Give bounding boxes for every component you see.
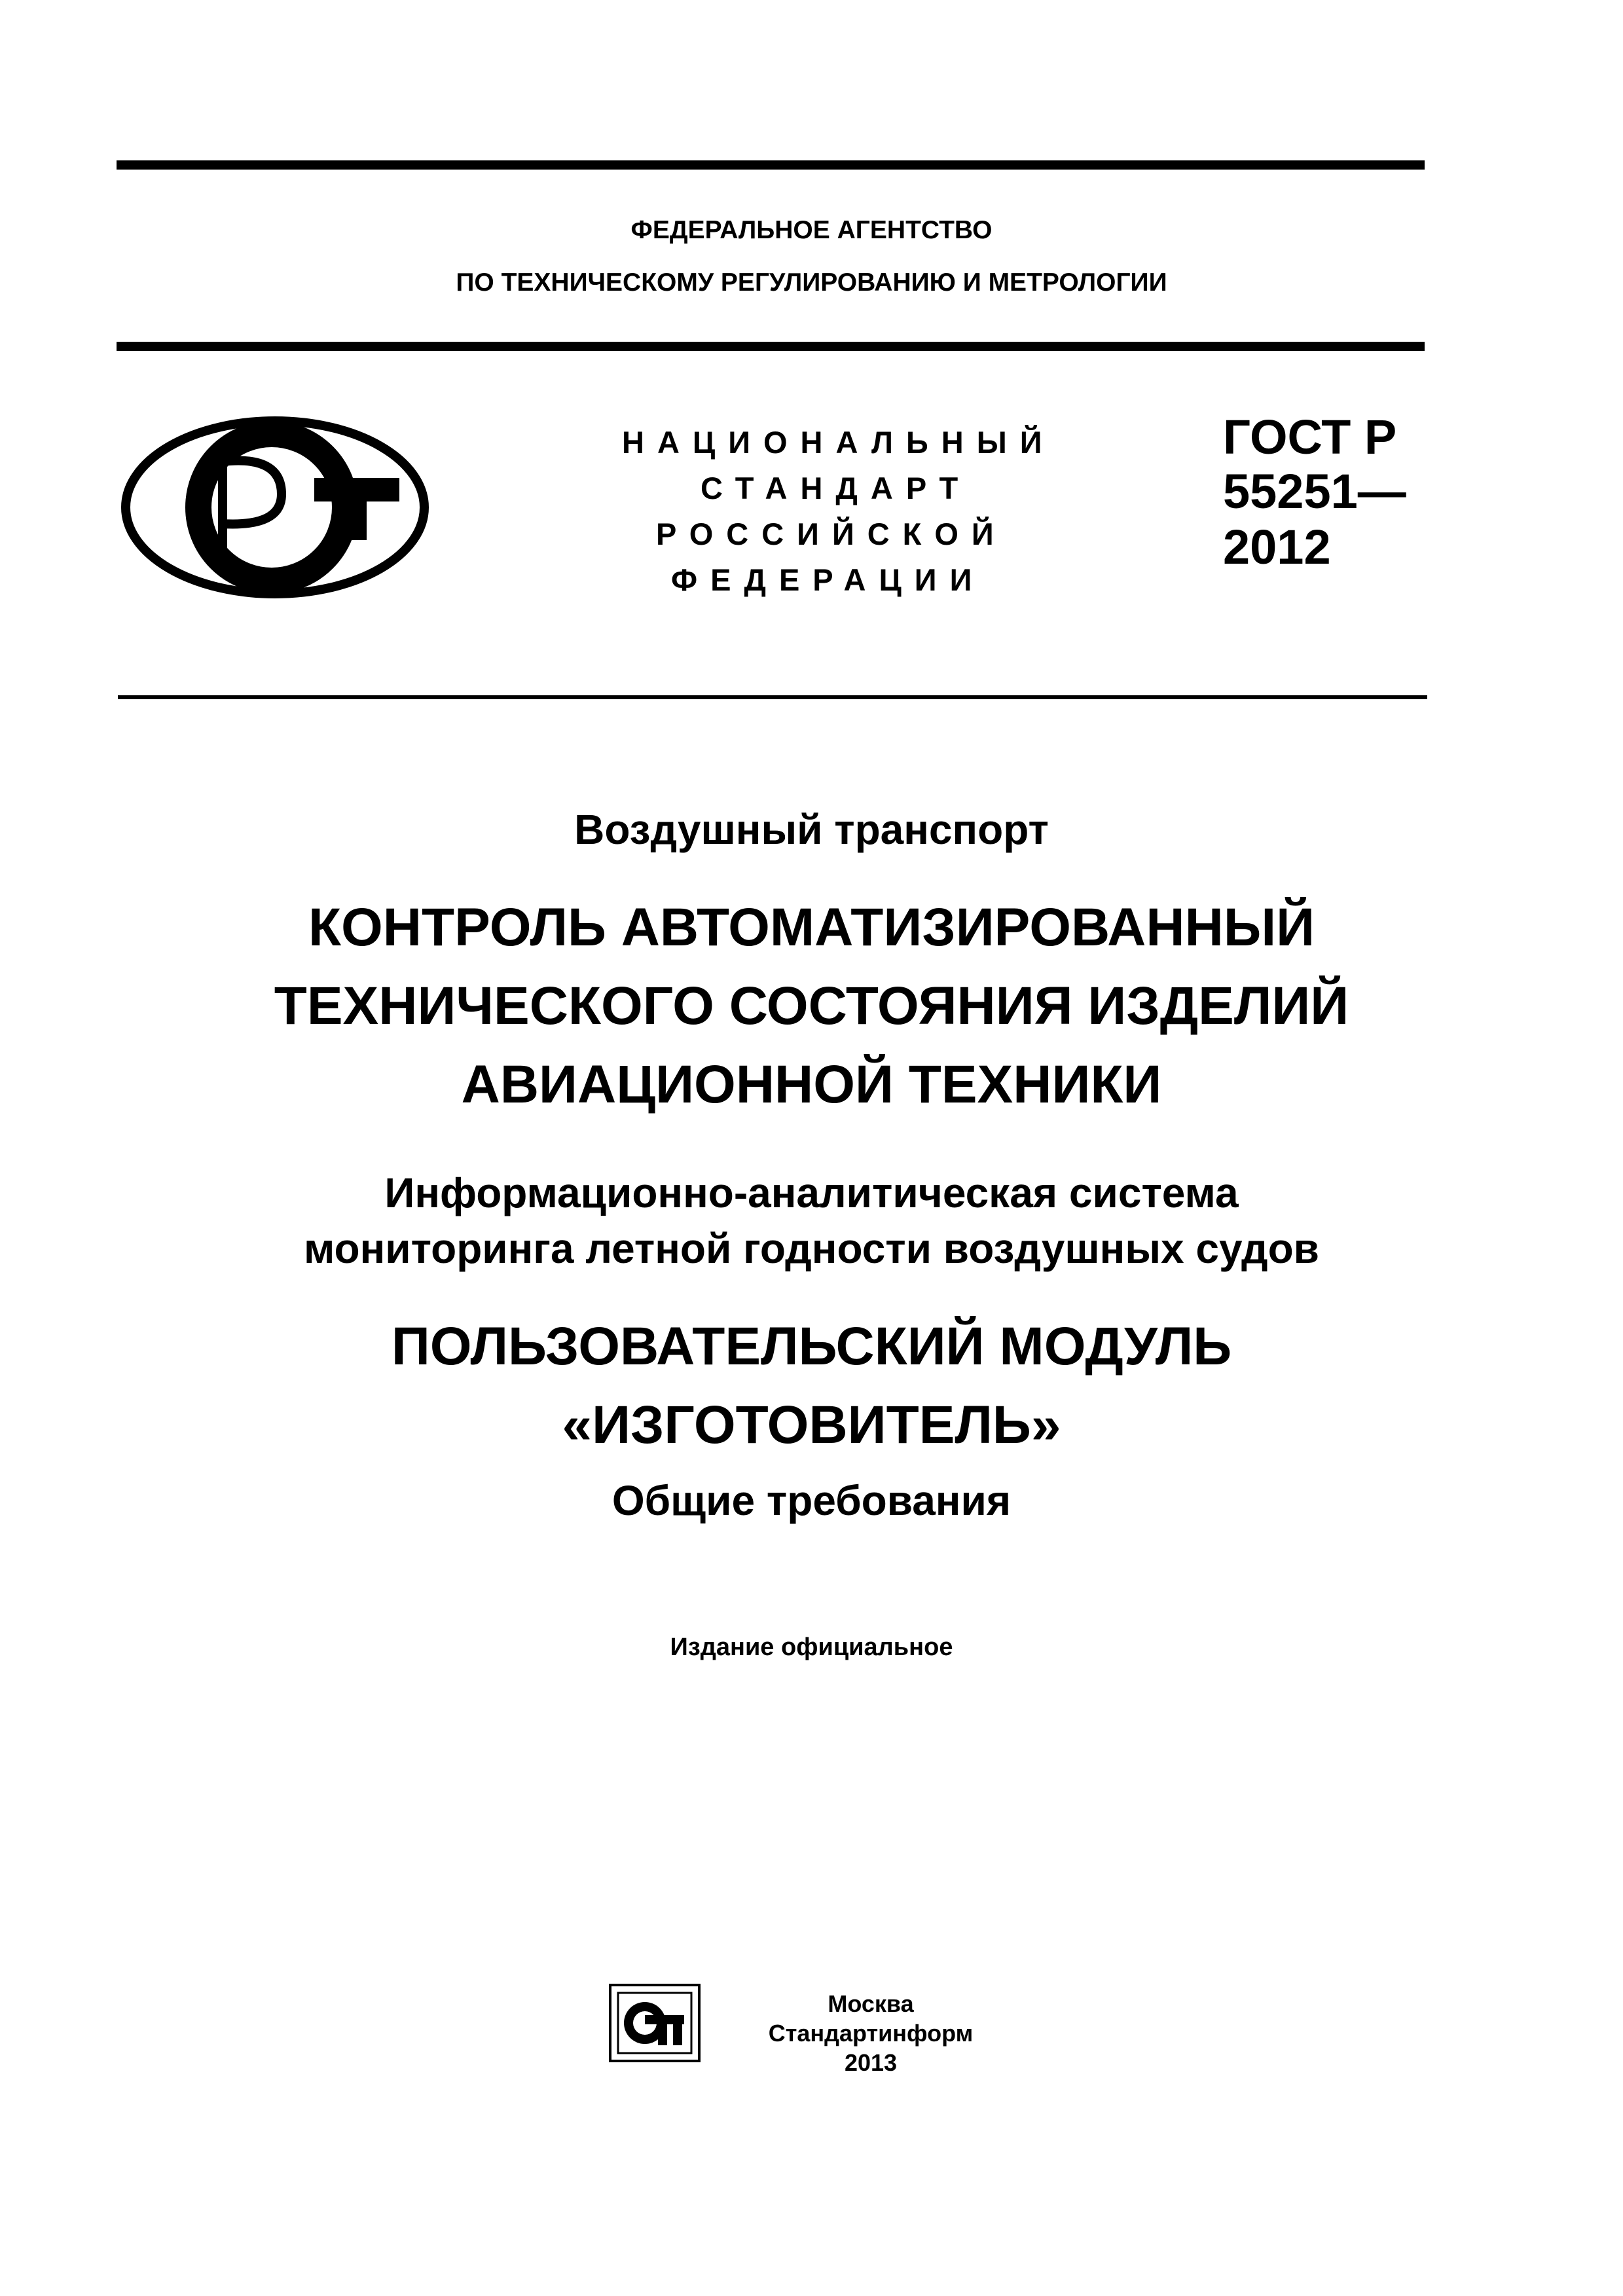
- publisher-logo: [609, 1984, 701, 2062]
- rst-emblem: [118, 412, 432, 602]
- document-title-line3: АВИАЦИОННОЙ ТЕХНИКИ: [461, 1055, 1162, 1114]
- rst-conformity-mark-icon: [118, 412, 432, 602]
- agency-name-line2: ПО ТЕХНИЧЕСКОМУ РЕГУЛИРОВАНИЮ И МЕТРОЛОГИИ: [456, 268, 1167, 297]
- requirements-title: Общие требования: [611, 1477, 1012, 1524]
- publisher-name: Стандартинформ: [768, 2020, 974, 2047]
- national-standard-line4: ФЕДЕРАЦИИ: [671, 562, 985, 597]
- document-subtitle-line1: Информационно-аналитическая система: [384, 1169, 1239, 1216]
- top-rule: [117, 160, 1425, 170]
- header-bottom-rule: [117, 342, 1425, 351]
- national-standard-line3: РОССИЙСКОЙ: [656, 517, 1007, 551]
- standard-designation-line1: ГОСТ Р: [1223, 410, 1397, 464]
- document-title-line1: КОНТРОЛЬ АВТОМАТИЗИРОВАННЫЙ: [308, 898, 1315, 957]
- emblem-bottom-rule: [118, 695, 1427, 699]
- standard-designation-line3: 2012: [1223, 520, 1331, 574]
- document-subtitle-line2: мониторинга летной годности воздушных судов: [304, 1225, 1319, 1272]
- document-title-line2: ТЕХНИЧЕСКОГО СОСТОЯНИЯ ИЗДЕЛИЙ: [274, 976, 1349, 1036]
- standard-designation-line2: 55251—: [1223, 464, 1406, 519]
- standartinform-logo-icon: [609, 1984, 701, 2062]
- edition-label: Издание официальное: [670, 1633, 953, 1661]
- module-title-line2: «ИЗГОТОВИТЕЛЬ»: [562, 1395, 1061, 1455]
- publisher-city: Москва: [828, 1990, 914, 2017]
- national-standard-line1: НАЦИОНАЛЬНЫЙ: [622, 425, 1055, 460]
- agency-name-line1: ФЕДЕРАЛЬНОЕ АГЕНТСТВО: [630, 216, 993, 244]
- module-title-line1: ПОЛЬЗОВАТЕЛЬСКИЙ МОДУЛЬ: [391, 1317, 1232, 1376]
- national-standard-line2: СТАНДАРТ: [701, 471, 972, 505]
- sector-title: Воздушный транспорт: [574, 806, 1049, 853]
- publication-year: 2013: [844, 2049, 898, 2076]
